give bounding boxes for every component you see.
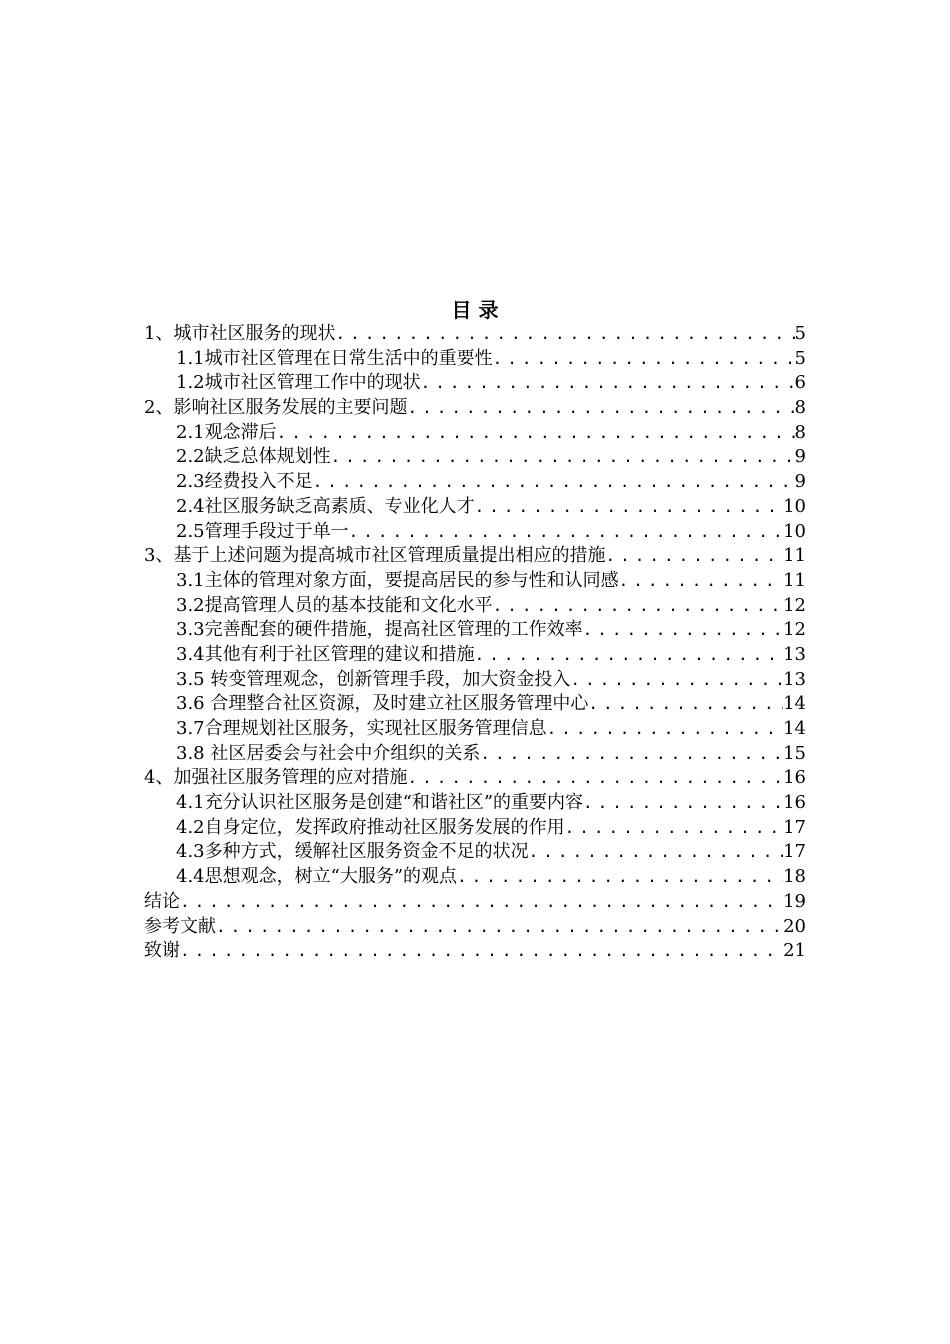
toc-entry[interactable] bbox=[144, 470, 806, 495]
dot-leader bbox=[457, 865, 783, 890]
toc-entry[interactable] bbox=[144, 643, 806, 668]
toc-entry-title: 4.3多种方式，缓解社区服务资金不足的状况 bbox=[176, 841, 529, 863]
toc-entry-page-number: 9 bbox=[794, 471, 806, 493]
toc-entry[interactable] bbox=[144, 890, 806, 915]
toc-entry[interactable] bbox=[144, 840, 806, 865]
toc-entry[interactable] bbox=[144, 520, 806, 545]
toc-list bbox=[144, 322, 806, 964]
toc-entry-page-number: 9 bbox=[794, 446, 806, 468]
toc-entry[interactable] bbox=[144, 445, 806, 470]
toc-entry-title: 4.2自身定位，发挥政府推动社区服务发展的作用 bbox=[176, 816, 565, 838]
toc-entry-title: 3.6 合理整合社区资源，及时建立社区服务管理中心 bbox=[176, 693, 589, 715]
dot-leader bbox=[277, 421, 795, 446]
toc-entry-title: 3.3完善配套的硬件措施，提高社区管理的工作效率 bbox=[176, 619, 583, 641]
dot-leader bbox=[529, 840, 783, 865]
toc-entry-page-number: 10 bbox=[783, 495, 806, 517]
toc-entry-title: 2.3经费投入不足 bbox=[176, 471, 313, 493]
toc-entry-page-number: 13 bbox=[783, 643, 806, 665]
toc-entry[interactable] bbox=[144, 939, 806, 964]
toc-entry-page-number: 12 bbox=[783, 594, 806, 616]
toc-entry[interactable] bbox=[144, 692, 806, 717]
toc-entry[interactable] bbox=[144, 865, 806, 890]
toc-entry-title: 3.1主体的管理对象方面，要提高居民的参与性和认同感 bbox=[176, 569, 619, 591]
toc-entry-title: 1.1城市社区管理在日常生活中的重要性 bbox=[176, 347, 493, 369]
dot-leader bbox=[480, 742, 783, 767]
toc-entry[interactable] bbox=[144, 717, 806, 742]
toc-entry-title: 3.7合理规划社区服务，实现社区服务管理信息 bbox=[176, 718, 547, 739]
toc-entry-title: 2、影响社区服务发展的主要问题 bbox=[144, 397, 408, 419]
toc-entry-page-number: 14 bbox=[783, 718, 806, 739]
toc-entry-title: 2.4社区服务缺乏高素质、专业化人才 bbox=[176, 495, 475, 517]
dot-leader bbox=[570, 668, 783, 693]
toc-entry-page-number: 14 bbox=[783, 693, 806, 715]
toc-entry-page-number: 8 bbox=[794, 397, 806, 419]
dot-leader bbox=[493, 347, 795, 372]
toc-entry[interactable] bbox=[144, 791, 806, 816]
toc-entry-title: 4.1充分认识社区服务是创建“和谐社区”的重要内容 bbox=[176, 792, 584, 814]
toc-entry-title: 结论 bbox=[144, 890, 180, 912]
toc-entry-page-number: 16 bbox=[783, 767, 806, 789]
toc-entry-title: 3.4其他有利于社区管理的建议和措施 bbox=[176, 643, 475, 665]
toc-entry-page-number: 19 bbox=[783, 890, 806, 912]
toc-entry-page-number: 11 bbox=[783, 569, 806, 591]
toc-entry[interactable] bbox=[144, 618, 806, 643]
toc-entry-page-number: 12 bbox=[783, 619, 806, 641]
toc-entry-title: 3、基于上述问题为提高城市社区管理质量提出相应的措施 bbox=[144, 545, 606, 567]
toc-entry-title: 3.5 转变管理观念，创新管理手段，加大资金投入 bbox=[176, 668, 571, 690]
toc-entry[interactable] bbox=[144, 322, 806, 347]
toc-entry-title: 致谢 bbox=[144, 940, 180, 962]
toc-entry-title: 2.1观念滞后 bbox=[176, 421, 277, 443]
toc-entry-title: 4、加强社区服务管理的应对措施 bbox=[144, 767, 408, 789]
dot-leader bbox=[583, 618, 783, 643]
dot-leader bbox=[335, 322, 794, 347]
dot-leader bbox=[605, 544, 783, 569]
dot-leader bbox=[313, 470, 795, 495]
toc-entry-page-number: 21 bbox=[783, 940, 806, 962]
toc-entry[interactable] bbox=[144, 766, 806, 791]
toc-entry[interactable] bbox=[144, 569, 806, 594]
toc-title: 目 录 bbox=[451, 298, 499, 322]
toc-entry-page-number: 8 bbox=[794, 421, 806, 443]
dot-leader bbox=[475, 495, 783, 520]
dot-leader bbox=[588, 692, 783, 717]
toc-entry-title: 2.2缺乏总体规划性 bbox=[176, 446, 331, 468]
dot-leader bbox=[180, 890, 783, 915]
dot-leader bbox=[619, 569, 783, 594]
toc-entry[interactable] bbox=[144, 421, 806, 446]
dot-leader bbox=[421, 371, 795, 396]
dot-leader bbox=[349, 520, 783, 545]
toc-entry-page-number: 13 bbox=[783, 668, 806, 690]
toc-entry-page-number: 17 bbox=[783, 841, 806, 863]
dot-leader bbox=[583, 791, 783, 816]
toc-entry[interactable] bbox=[144, 495, 806, 520]
toc-entry-page-number: 16 bbox=[783, 792, 806, 814]
toc-entry[interactable] bbox=[144, 915, 806, 940]
toc-entry[interactable] bbox=[144, 347, 806, 372]
toc-entry-title: 3.8 社区居委会与社会中介组织的关系 bbox=[176, 742, 481, 764]
toc-entry-page-number: 5 bbox=[794, 323, 806, 344]
dot-leader bbox=[493, 594, 783, 619]
toc-entry-page-number: 18 bbox=[783, 866, 806, 888]
toc-entry-title: 4.4思想观念，树立“大服务”的观点 bbox=[176, 866, 458, 888]
toc-entry-page-number: 11 bbox=[783, 545, 806, 567]
toc-entry-page-number: 5 bbox=[794, 347, 806, 369]
toc-entry-page-number: 17 bbox=[783, 816, 806, 838]
dot-leader bbox=[565, 816, 783, 841]
toc-entry-page-number: 20 bbox=[783, 915, 806, 937]
toc-entry[interactable] bbox=[144, 594, 806, 619]
dot-leader bbox=[331, 445, 795, 470]
dot-leader bbox=[180, 939, 783, 964]
toc-entry[interactable] bbox=[144, 396, 806, 421]
toc-entry[interactable] bbox=[144, 742, 806, 767]
dot-leader bbox=[407, 766, 783, 791]
dot-leader bbox=[407, 396, 794, 421]
toc-entry-title: 1.2城市社区管理工作中的现状 bbox=[176, 372, 421, 394]
toc-entry-page-number: 6 bbox=[794, 372, 806, 394]
dot-leader bbox=[216, 915, 783, 940]
toc-entry-title: 2.5管理手段过于单一 bbox=[176, 520, 349, 542]
toc-entry-page-number: 15 bbox=[783, 742, 806, 764]
toc-entry-title: 参考文献 bbox=[144, 915, 216, 937]
toc-entry-title: 1、城市社区服务的现状 bbox=[144, 323, 336, 344]
toc-entry[interactable] bbox=[144, 816, 806, 841]
dot-leader bbox=[547, 717, 783, 742]
toc-entry[interactable] bbox=[144, 544, 806, 569]
toc-entry[interactable] bbox=[144, 668, 806, 693]
toc-entry-title: 3.2提高管理人员的基本技能和文化水平 bbox=[176, 594, 493, 616]
dot-leader bbox=[475, 643, 783, 668]
toc-entry-page-number: 10 bbox=[783, 520, 806, 542]
toc-entry[interactable] bbox=[144, 371, 806, 396]
